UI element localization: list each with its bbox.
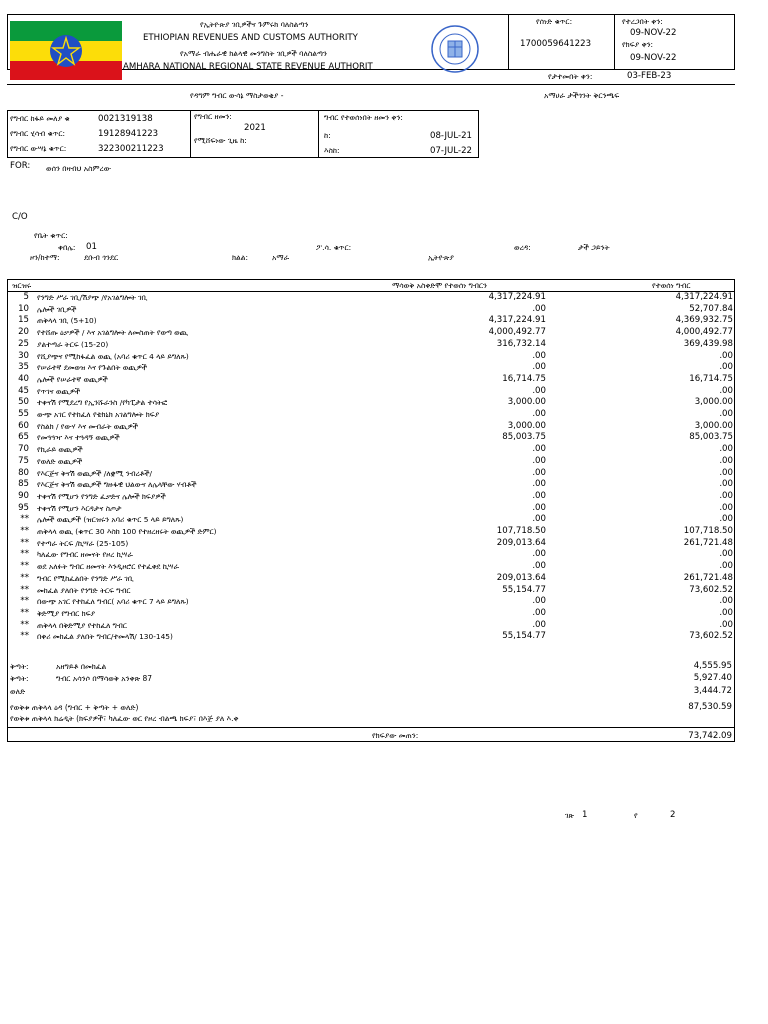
row-description: ሌሎች ወጪዎች (ዝርዝሩን አባሪ ቁጥር 5 ላይ ይግለጹ) bbox=[37, 515, 184, 525]
of-label: የ bbox=[634, 811, 638, 820]
row-assessed-value: .00 bbox=[719, 385, 733, 396]
table-row bbox=[7, 491, 735, 503]
row-code: ** bbox=[20, 514, 29, 525]
row-code: 15 bbox=[18, 315, 29, 326]
payment-amount-label: የክፍያው መጠን: bbox=[372, 731, 419, 740]
branch-office: አማሀራ ታችጎንት ቅርንጫፍ bbox=[544, 91, 620, 100]
credit-label: የወቅቱ ጠቅላላ ክሬዲት (ክፍያዎች፣ ካለፈው ወር የዞረ ብልጫ ክፍያ፣ በእጅ ያለ እ.ቀ bbox=[10, 714, 239, 723]
tin-label: የግብር ከፋይ መለያ ቁ bbox=[10, 114, 70, 123]
row-declared-value: .00 bbox=[532, 385, 546, 396]
regional-authority-amharic: የአማራ ብሔራዊ ክልላዊ መንግስት ገቢዎች ባለስልጣን bbox=[180, 49, 327, 58]
page-number: 1 bbox=[582, 810, 588, 820]
taxpayer-name: ወሰን በዛብህ አስምረው bbox=[46, 164, 111, 173]
row-code: ** bbox=[20, 572, 29, 583]
row-assessed-value: .00 bbox=[719, 409, 733, 420]
row-assessed-value: .00 bbox=[719, 455, 733, 466]
row-assessed-value: .00 bbox=[719, 490, 733, 501]
row-code: 50 bbox=[18, 397, 29, 408]
authority-seal-icon bbox=[430, 24, 480, 74]
for-label: FOR: bbox=[10, 161, 31, 171]
row-description: የጥገና ወጪዎች bbox=[37, 386, 81, 396]
row-declared-value: .00 bbox=[532, 502, 546, 513]
table-row bbox=[7, 409, 735, 421]
row-description: ቅድሚያ የግብር ክፍያ bbox=[37, 608, 95, 618]
table-row bbox=[7, 421, 735, 433]
doc-number-label: የሰነድ ቁጥር: bbox=[536, 17, 573, 26]
row-description: ካለፈው የግብር ዘመናት የዞረ ኪሣራ bbox=[37, 550, 133, 560]
row-declared-value: 3,000.00 bbox=[507, 420, 546, 431]
table-row bbox=[7, 432, 735, 444]
row-code: 40 bbox=[18, 373, 29, 384]
table-row bbox=[7, 561, 735, 573]
assessed-date-label: የተረጋበት ቀን: bbox=[622, 17, 663, 26]
row-description: የሠራተኛ ደመወዝ እና የጉልበት ወጪዎች bbox=[37, 363, 148, 373]
row-description: የስልክ / የውሃ እና መብራት ወጪዎች bbox=[37, 421, 138, 431]
print-date-label: የታተመበት ቀን: bbox=[548, 72, 593, 81]
interest-value: 3,444.72 bbox=[693, 686, 732, 696]
woreda-value: ታች ጋይንት bbox=[578, 243, 610, 252]
row-declared-value: 107,718.50 bbox=[496, 526, 546, 537]
row-assessed-value: 4,317,224.91 bbox=[675, 292, 733, 302]
print-date: 03-FEB-23 bbox=[627, 71, 672, 81]
row-code: 5 bbox=[23, 292, 29, 302]
table-row bbox=[7, 585, 735, 597]
row-description: የተጣራ ትርፍ /ኪሣራ (25-105) bbox=[37, 538, 129, 548]
authority-name-amharic: የኢትዮጵያ ገቢዎችና ጉምሩክ ባለስልጣን bbox=[200, 20, 309, 29]
row-declared-value: .00 bbox=[532, 490, 546, 501]
header-divider-2 bbox=[614, 14, 615, 70]
table-row bbox=[7, 631, 735, 643]
table-row bbox=[7, 374, 735, 386]
row-declared-value: .00 bbox=[532, 514, 546, 525]
doc-number: 1700059641223 bbox=[520, 39, 592, 49]
table-row bbox=[7, 386, 735, 398]
row-declared-value: .00 bbox=[532, 303, 546, 314]
bill-value: 322300211223 bbox=[98, 144, 164, 154]
kebele-label: ቀበሌ: bbox=[58, 243, 76, 252]
taxpayer-divider-2 bbox=[318, 110, 319, 158]
row-assessed-value: 16,714.75 bbox=[689, 373, 733, 384]
table-row bbox=[7, 538, 735, 550]
row-declared-value: .00 bbox=[532, 350, 546, 361]
row-code: 70 bbox=[18, 444, 29, 455]
row-code: 20 bbox=[18, 327, 29, 338]
column-header-declared: ማሳወቅ አስቀድሞ የተወሰነ ግብርን bbox=[392, 281, 487, 290]
row-code: ** bbox=[20, 537, 29, 548]
row-declared-value: 55,154.77 bbox=[502, 584, 546, 595]
account-value: 19128941223 bbox=[98, 129, 159, 139]
row-description: ወደ አለፉት ግብር ዘመናት እንዲዞሮር የተፈቀደ ኪሣራ bbox=[37, 562, 179, 572]
row-code: ** bbox=[20, 631, 29, 642]
to-date: 07-JUL-22 bbox=[430, 146, 473, 156]
row-description: የሺያጭና የሚከፋፈል ወጪ (አባሪ ቁጥር 4 ላይ ይግለጹ) bbox=[37, 351, 189, 361]
row-assessed-value: .00 bbox=[719, 467, 733, 478]
row-declared-value: .00 bbox=[532, 607, 546, 618]
header-rule bbox=[7, 84, 735, 85]
table-row bbox=[7, 444, 735, 456]
total-debt-label: የወቅቱ ጠቅላላ ዕዳ (ግብር + ቅጣት + ወለድ) bbox=[10, 703, 139, 712]
row-code: 35 bbox=[18, 362, 29, 373]
paid-date-label: የክፍያ ቀን: bbox=[622, 40, 654, 49]
table-row bbox=[7, 620, 735, 632]
row-assessed-value: 107,718.50 bbox=[683, 526, 733, 537]
region-label: ክልል: bbox=[232, 253, 249, 262]
row-declared-value: .00 bbox=[532, 619, 546, 630]
row-description: የወለድ ወጪዎች bbox=[37, 456, 83, 466]
table-row bbox=[7, 549, 735, 561]
row-code: 65 bbox=[18, 432, 29, 443]
header-divider bbox=[508, 14, 509, 70]
row-description: የኪራይ ወጪዎች bbox=[37, 445, 83, 455]
row-declared-value: 4,317,224.91 bbox=[488, 315, 546, 326]
row-description: በቀሪ መከፈል ያለበት ግብር/ተመላሽ/ 130-145) bbox=[37, 632, 173, 642]
covered-period-label: የሚሸፍነው ጊዜ ከ: bbox=[194, 136, 247, 145]
row-assessed-value: .00 bbox=[719, 607, 733, 618]
bill-label: የግብር ውሣኔ ቁጥር: bbox=[10, 144, 67, 153]
star-emblem-icon bbox=[48, 33, 84, 69]
table-row bbox=[7, 315, 735, 327]
row-assessed-value: .00 bbox=[719, 596, 733, 607]
row-assessed-value: 85,003.75 bbox=[689, 432, 733, 443]
row-assessed-value: .00 bbox=[719, 350, 733, 361]
row-assessed-value: 3,000.00 bbox=[694, 420, 733, 431]
region-value: አማራ bbox=[272, 253, 290, 262]
tax-year-label: የግብር ዘመን: bbox=[194, 112, 232, 121]
woreda-label: ወረዳ: bbox=[514, 243, 531, 252]
row-declared-value: 3,000.00 bbox=[507, 397, 546, 408]
table-row bbox=[7, 362, 735, 374]
taxpayer-divider bbox=[190, 110, 191, 158]
form-title: የዳግም ግብር ውሳኔ ማስታወቂያ - bbox=[190, 91, 284, 100]
row-description: የመጓጓዣ እና ተጓዳኝ ወጪዎች bbox=[37, 433, 120, 443]
authority-name-english: ETHIOPIAN REVENUES AND CUSTOMS AUTHORITY bbox=[143, 33, 358, 43]
row-description: ውጭ አገር የተከፈለ የቴክኒክ አገልግሎት ክፍያ bbox=[37, 410, 160, 420]
row-code: ** bbox=[20, 584, 29, 595]
table-row bbox=[7, 397, 735, 409]
row-code: ** bbox=[20, 619, 29, 630]
row-description: ተቀናሽ የሚሆን የንግድ ፈቃድና ሌሎች ክፍያዎች bbox=[37, 491, 166, 501]
row-code: ** bbox=[20, 561, 29, 572]
row-description: የእርጅና ቅናሽ ወጪዎች ግዙፋዊ ህልውና ለሌላቸው ሃብቶች bbox=[37, 480, 197, 490]
row-code: 10 bbox=[18, 303, 29, 314]
row-declared-value: 4,317,224.91 bbox=[488, 292, 546, 302]
pobox-label: ፖ.ሳ. ቁጥር: bbox=[316, 243, 352, 252]
penalty-value: 4,555.95 bbox=[693, 661, 732, 671]
row-declared-value: 85,003.75 bbox=[502, 432, 546, 443]
row-description: ሌሎች የሠራተኛ ወጪዎች bbox=[37, 374, 108, 384]
row-assessed-value: .00 bbox=[719, 479, 733, 490]
row-declared-value: 16,714.75 bbox=[502, 373, 546, 384]
table-row bbox=[7, 514, 735, 526]
row-description: ጠቅላላ ወጪ (ቁጥር 30 እስከ 100 የተዘረዘሩት ወጪዎች ድምር) bbox=[37, 527, 217, 537]
row-declared-value: .00 bbox=[532, 596, 546, 607]
row-declared-value: 55,154.77 bbox=[502, 631, 546, 642]
row-description: መከፈል ያለበት የንግድ ትርፍ ግብር bbox=[37, 585, 131, 595]
row-assessed-value: 3,000.00 bbox=[694, 397, 733, 408]
row-description: ግብር የሚከፈልበት የንግድ ሥራ ገቢ bbox=[37, 573, 134, 583]
from-date: 08-JUL-21 bbox=[430, 131, 473, 141]
row-description: የእርጅና ቅናሽ ወጪዎች /ለቋሚ ንብረቶች/ bbox=[37, 468, 152, 478]
row-code: ** bbox=[20, 526, 29, 537]
row-assessed-value: 369,439.98 bbox=[683, 338, 733, 349]
row-declared-value: .00 bbox=[532, 409, 546, 420]
table-row bbox=[7, 503, 735, 515]
column-header-assessed: የተወሰነ ግብር bbox=[652, 281, 691, 290]
table-row bbox=[7, 292, 735, 304]
table-row bbox=[7, 573, 735, 585]
payment-rule bbox=[7, 727, 735, 728]
table-row bbox=[7, 596, 735, 608]
row-assessed-value: .00 bbox=[719, 362, 733, 373]
row-description: የንግድ ሥራ ገቢ/ሽያጭ /የአገልግሎት ገቢ bbox=[37, 293, 148, 302]
row-assessed-value: 73,602.52 bbox=[689, 631, 733, 642]
row-declared-value: 4,000,492.77 bbox=[488, 327, 546, 338]
row-code: ** bbox=[20, 596, 29, 607]
row-code: ** bbox=[20, 549, 29, 560]
row-declared-value: .00 bbox=[532, 467, 546, 478]
table-row bbox=[7, 468, 735, 480]
care-of-label: C/O bbox=[12, 212, 28, 222]
assessment-lines bbox=[7, 292, 735, 643]
row-code: 25 bbox=[18, 338, 29, 349]
assessed-date: 09-NOV-22 bbox=[630, 28, 677, 38]
row-description: ተቀናሽ የሚሆን እርዳታና ስጦታ bbox=[37, 503, 122, 513]
kebele-value: 01 bbox=[86, 242, 97, 252]
house-number-label: የቤት ቁጥር: bbox=[34, 231, 68, 240]
table-row bbox=[7, 456, 735, 468]
to-label: እስከ: bbox=[324, 146, 340, 155]
row-description: የተሸጡ ዕቃዎች / እና አገልግሎት ለመስጠት የወጣ ወጪ bbox=[37, 328, 189, 338]
country-value: ኢትዮጵያ bbox=[428, 253, 454, 262]
row-description: ያልተጣራ ትርፍ (15-20) bbox=[37, 339, 109, 349]
row-assessed-value: .00 bbox=[719, 619, 733, 630]
row-code: 30 bbox=[18, 350, 29, 361]
row-declared-value: .00 bbox=[532, 455, 546, 466]
tax-year: 2021 bbox=[244, 123, 266, 133]
table-row bbox=[7, 351, 735, 363]
account-label: የግብር ሂሳብ ቁጥር: bbox=[10, 129, 66, 138]
regional-authority-english: AMHARA NATIONAL REGIONAL STATE REVENUE AUTHORIT bbox=[123, 62, 373, 72]
row-declared-value: .00 bbox=[532, 444, 546, 455]
penalty-description: አዘግይቶ በመክፈል bbox=[56, 662, 107, 671]
row-assessed-value: .00 bbox=[719, 514, 733, 525]
total-debt-value: 87,530.59 bbox=[688, 702, 732, 712]
row-assessed-value: 52,707.84 bbox=[689, 303, 733, 314]
table-row bbox=[7, 479, 735, 491]
row-description: ጠቅላላ ገቢ (5+10) bbox=[37, 316, 97, 326]
row-declared-value: .00 bbox=[532, 362, 546, 373]
table-row bbox=[7, 327, 735, 339]
interest-label: ወለድ bbox=[10, 687, 26, 696]
row-code: 45 bbox=[18, 385, 29, 396]
row-assessed-value: 4,000,492.77 bbox=[675, 327, 733, 338]
row-assessed-value: 261,721.48 bbox=[683, 537, 733, 548]
row-declared-value: .00 bbox=[532, 479, 546, 490]
row-assessed-value: .00 bbox=[719, 502, 733, 513]
row-description: ሌሎች ገቢዎች bbox=[37, 304, 77, 314]
row-code: 85 bbox=[18, 479, 29, 490]
row-code: ** bbox=[20, 607, 29, 618]
row-code: 60 bbox=[18, 420, 29, 431]
row-assessed-value: 261,721.48 bbox=[683, 572, 733, 583]
page-label: ገጽ bbox=[565, 811, 574, 820]
city-value: ደቡብ ጎንደር bbox=[84, 253, 119, 262]
row-code: 75 bbox=[18, 455, 29, 466]
penalty-label: ቅጣት: bbox=[10, 674, 29, 683]
row-description: ጠቅላላ በቅድሚያ የተከፈለ ግብር bbox=[37, 620, 127, 630]
penalty-label: ቅጣት: bbox=[10, 662, 29, 671]
table-row bbox=[7, 304, 735, 316]
row-description: በውጭ አገር የተከፈለ ግብር( አባሪ ቁጥር 7 ላይ ይግለጹ) bbox=[37, 597, 189, 607]
table-row bbox=[7, 608, 735, 620]
row-declared-value: 316,732.14 bbox=[496, 338, 546, 349]
city-label: ዞን/ከተማ: bbox=[30, 253, 60, 262]
row-assessed-value: .00 bbox=[719, 444, 733, 455]
row-assessed-value: 73,602.52 bbox=[689, 584, 733, 595]
row-declared-value: .00 bbox=[532, 549, 546, 560]
tin-value: 0021319138 bbox=[98, 114, 153, 124]
row-declared-value: .00 bbox=[532, 561, 546, 572]
row-code: 80 bbox=[18, 467, 29, 478]
taxpayer-box bbox=[7, 110, 479, 158]
row-assessed-value: .00 bbox=[719, 549, 733, 560]
total-pages: 2 bbox=[670, 810, 676, 820]
payment-amount-value: 73,742.09 bbox=[688, 731, 732, 741]
from-label: ከ: bbox=[324, 131, 331, 140]
row-code: 95 bbox=[18, 502, 29, 513]
row-assessed-value: .00 bbox=[719, 561, 733, 572]
row-code: 90 bbox=[18, 490, 29, 501]
ethiopian-flag bbox=[10, 21, 122, 80]
paid-date: 09-NOV-22 bbox=[630, 53, 677, 63]
table-row bbox=[7, 339, 735, 351]
column-header-description: ዝርዝሩ bbox=[12, 281, 32, 290]
penalty-description: ግብር አሳንሶ በማሳወቅ አንቀጽ 87 bbox=[56, 674, 153, 683]
row-description: ተቀናሽ የሚደረግ የኢንሹራንስ /የካፒታል ተሳትፎ bbox=[37, 398, 168, 408]
table-row bbox=[7, 526, 735, 538]
assessment-period-label: ግብር የተወሰነበት ዘመን ቀን: bbox=[324, 113, 403, 122]
row-code: 55 bbox=[18, 409, 29, 420]
row-assessed-value: 4,369,932.75 bbox=[675, 315, 733, 326]
penalty-value: 5,927.40 bbox=[693, 673, 732, 683]
row-declared-value: 209,013.64 bbox=[496, 572, 546, 583]
row-declared-value: 209,013.64 bbox=[496, 537, 546, 548]
